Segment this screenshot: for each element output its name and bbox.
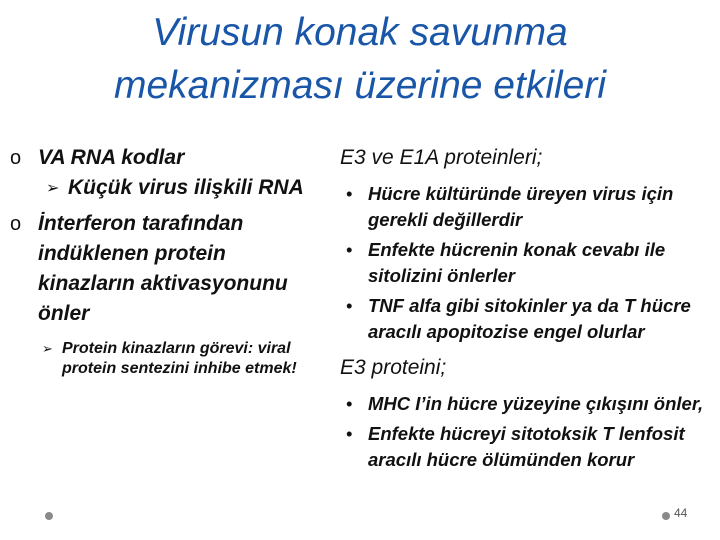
dot-bullet-icon: • bbox=[346, 423, 353, 444]
list-item-text: VA RNA kodlar bbox=[38, 146, 185, 169]
section-heading: E3 ve E1A proteinleri; bbox=[340, 146, 543, 169]
bullet-item bbox=[336, 391, 716, 417]
footer-dot-left bbox=[45, 512, 53, 520]
list-subitem bbox=[10, 339, 320, 379]
bullet-item bbox=[336, 421, 716, 473]
left-column bbox=[10, 143, 320, 379]
dot-bullet-icon: • bbox=[346, 239, 353, 260]
list-item-text: İnterferon tarafından indüklenen protein kinazların aktivasyonunu önler bbox=[38, 212, 288, 325]
list-item bbox=[10, 209, 320, 329]
arrow-bullet-icon: ➢ bbox=[42, 341, 53, 356]
bullet-text: Hücre kültüründe üreyen virus için gerekli değillerdir bbox=[368, 183, 674, 230]
circle-bullet-icon: o bbox=[10, 213, 22, 235]
bullet-item bbox=[336, 237, 716, 289]
bullet-text: Enfekte hücreyi sitotoksik T lenfosit aracılı hücre ölümünden korur bbox=[368, 423, 685, 470]
bullet-text: TNF alfa gibi sitokinler ya da T hücre aracılı apopitozise engel olurlar bbox=[368, 295, 691, 342]
page-number: 44 bbox=[674, 506, 688, 520]
dot-bullet-icon: • bbox=[346, 183, 353, 204]
slide-title bbox=[20, 6, 700, 112]
dot-bullet-icon: • bbox=[346, 295, 353, 316]
bullet-text: Enfekte hücrenin konak cevabı ile sitolizini önlerler bbox=[368, 239, 666, 286]
list-subitem-text: Küçük virus ilişkili RNA bbox=[68, 176, 304, 199]
footer-dot-right bbox=[662, 512, 670, 520]
list-item bbox=[10, 143, 320, 173]
circle-bullet-icon: o bbox=[10, 147, 22, 169]
bullet-text: MHC I’in hücre yüzeyine çıkışını önler, bbox=[368, 393, 704, 414]
list-subitem bbox=[10, 173, 320, 203]
bullet-item bbox=[336, 181, 716, 233]
title-line-1: Virusun konak savunma bbox=[152, 11, 568, 54]
arrow-bullet-icon: ➢ bbox=[46, 180, 60, 197]
section-heading: E3 proteini; bbox=[340, 356, 447, 379]
title-line-2: mekanizması üzerine etkileri bbox=[113, 64, 606, 107]
dot-bullet-icon: • bbox=[346, 393, 353, 414]
bullet-item bbox=[336, 293, 716, 345]
right-column bbox=[336, 143, 716, 473]
list-subitem-text: Protein kinazların görevi: viral protein sentezini inhibe etmek! bbox=[62, 340, 297, 377]
